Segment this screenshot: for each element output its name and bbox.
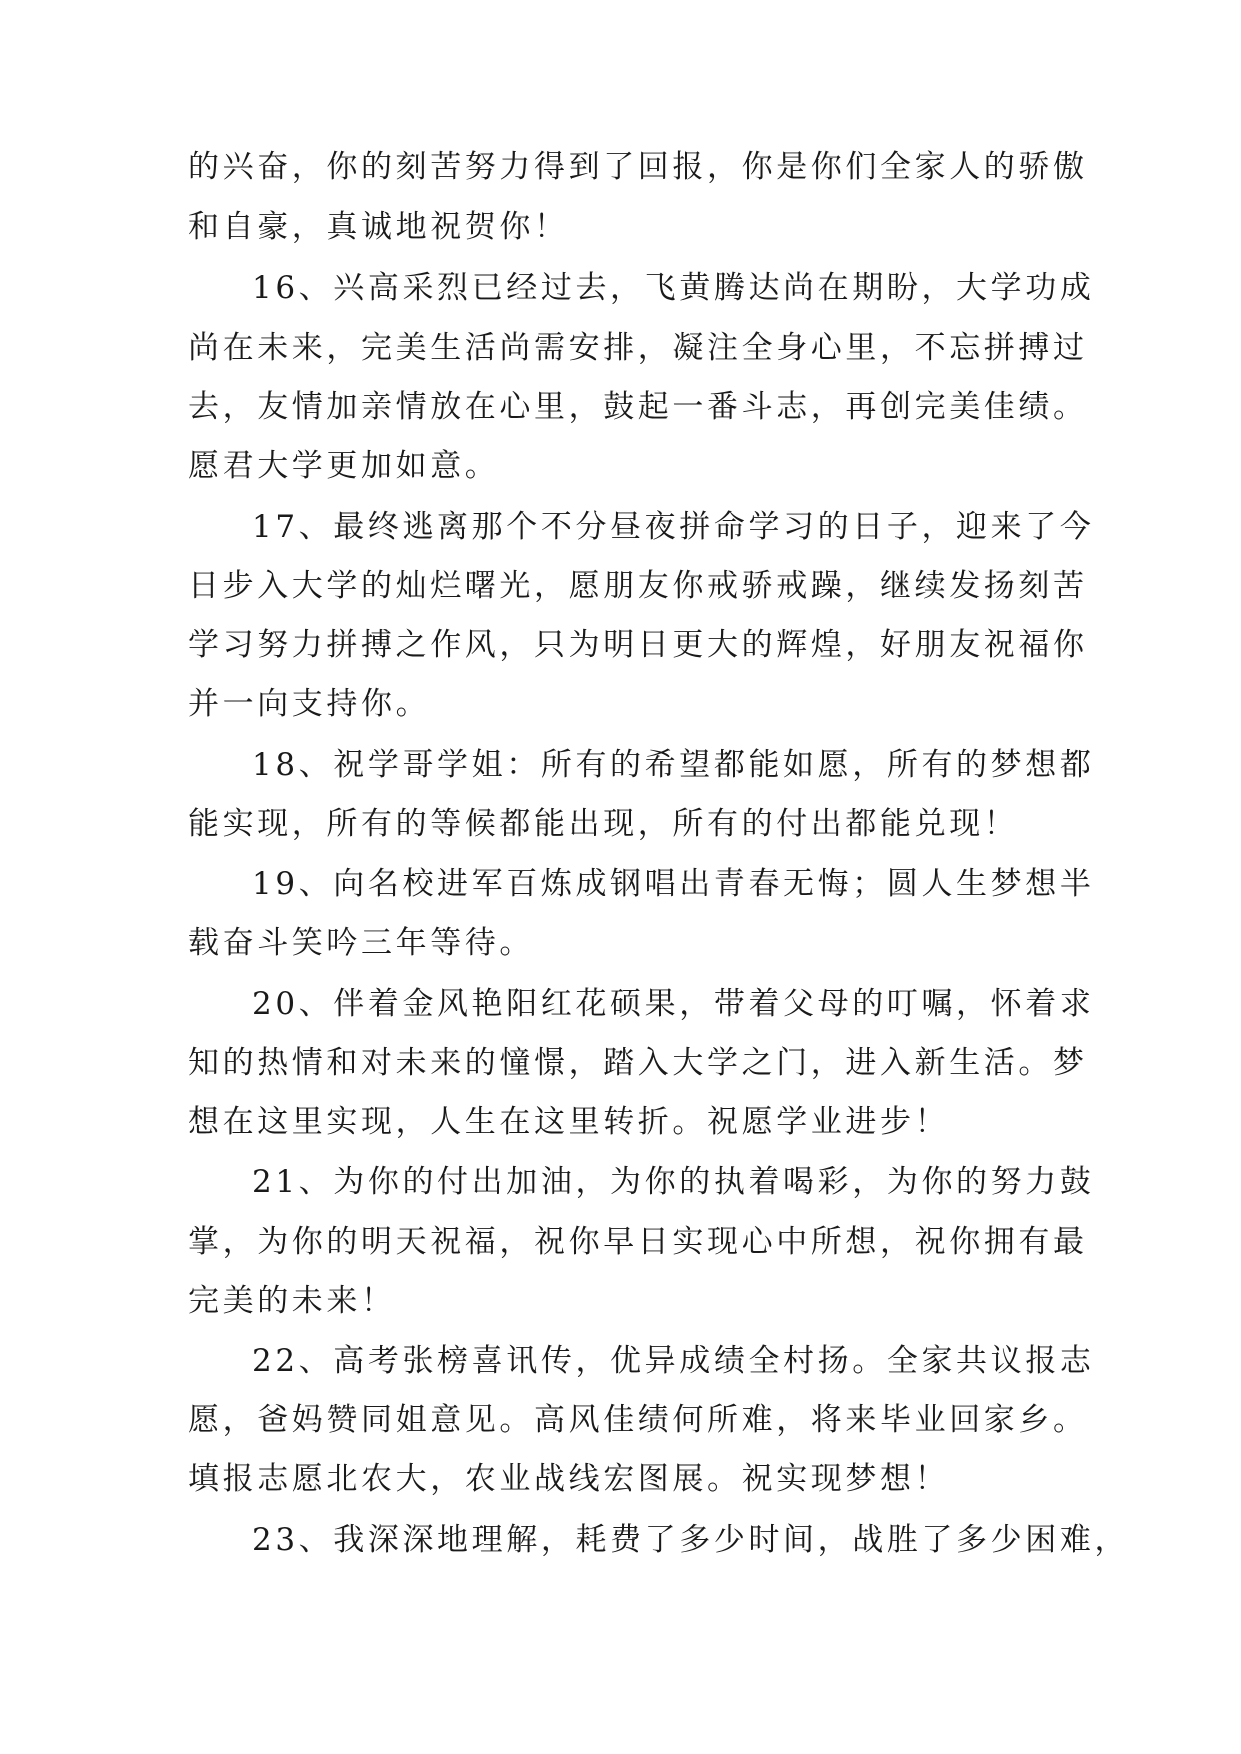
text-line: 想在这里实现，人生在这里转折。祝愿学业进步！ <box>188 1104 950 1140</box>
text-line: 的兴奋，你的刻苦努力得到了回报，你是你们全家人的骄傲 <box>188 149 1088 185</box>
text-line: 知的热情和对未来的憧憬，踏入大学之门，进入新生活。梦 <box>188 1045 1088 1081</box>
paragraph-23-first-line: 23、我深深地理解，耗费了多少时间，战胜了多少困难， <box>252 1522 1130 1558</box>
text-line: 愿君大学更加如意。 <box>188 448 500 484</box>
paragraph-18-first-line: 18、祝学哥学姐：所有的希望都能如愿，所有的梦想都 <box>252 747 1095 783</box>
text-line: 填报志愿北农大，农业战线宏图展。祝实现梦想！ <box>188 1461 950 1497</box>
text-line: 尚在未来，完美生活尚需安排，凝注全身心里，不忘拼搏过 <box>188 330 1088 366</box>
paragraph-16-first-line: 16、兴高采烈已经过去，飞黄腾达尚在期盼，大学功成 <box>252 270 1095 306</box>
text-line: 载奋斗笑吟三年等待。 <box>188 925 534 961</box>
text-line: 完美的未来！ <box>188 1283 396 1319</box>
text-line: 日步入大学的灿烂曙光，愿朋友你戒骄戒躁，继续发扬刻苦 <box>188 568 1088 604</box>
text-line: 掌，为你的明天祝福，祝你早日实现心中所想，祝你拥有最 <box>188 1224 1088 1260</box>
text-line: 并一向支持你。 <box>188 686 431 722</box>
text-line: 和自豪，真诚地祝贺你！ <box>188 209 569 245</box>
text-line: 愿，爸妈赞同姐意见。高风佳绩何所难，将来毕业回家乡。 <box>188 1402 1088 1438</box>
paragraph-21-first-line: 21、为你的付出加油，为你的执着喝彩，为你的努力鼓 <box>252 1164 1095 1200</box>
text-line: 能实现，所有的等候都能出现，所有的付出都能兑现！ <box>188 806 1019 842</box>
paragraph-22-first-line: 22、高考张榜喜讯传，优异成绩全村扬。全家共议报志 <box>252 1343 1095 1379</box>
text-line: 学习努力拼搏之作风，只为明日更大的辉煌，好朋友祝福你 <box>188 627 1088 663</box>
paragraph-20-first-line: 20、伴着金风艳阳红花硕果，带着父母的叮嘱，怀着求 <box>252 986 1095 1022</box>
paragraph-17-first-line: 17、最终逃离那个不分昼夜拼命学习的日子，迎来了今 <box>252 509 1095 545</box>
text-line: 去，友情加亲情放在心里，鼓起一番斗志，再创完美佳绩。 <box>188 389 1088 425</box>
paragraph-19-first-line: 19、向名校进军百炼成钢唱出青春无悔；圆人生梦想半 <box>252 866 1095 902</box>
